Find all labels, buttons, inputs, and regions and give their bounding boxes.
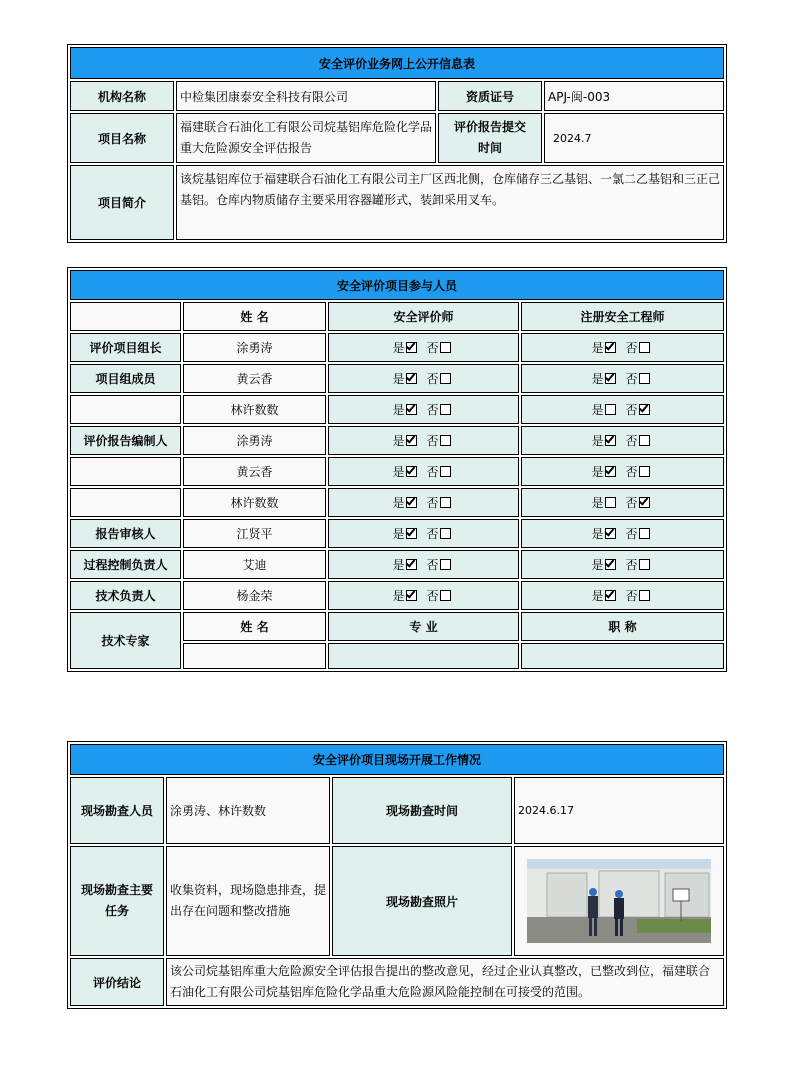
yes-label: 是 — [591, 496, 604, 510]
staff-role — [70, 457, 181, 486]
empty-box-icon — [639, 528, 650, 539]
engineer-checkbox — [521, 457, 724, 486]
staff-role: 评价项目组长 — [70, 333, 181, 362]
empty-box-icon — [440, 528, 451, 539]
empty-box-icon — [639, 559, 650, 570]
staff-role — [70, 488, 181, 517]
no-label: 否 — [426, 434, 439, 448]
checked-box-icon — [639, 404, 650, 415]
checked-box-icon — [406, 559, 417, 570]
empty-box-icon — [605, 497, 616, 508]
no-label: 否 — [426, 558, 439, 572]
engineer-checkbox — [521, 364, 724, 393]
survey-photo-label: 现场勘查照片 — [332, 846, 512, 956]
empty-box-icon — [440, 466, 451, 477]
evaluator-checkbox — [328, 333, 519, 362]
no-label: 否 — [426, 403, 439, 417]
staff-table — [67, 267, 727, 672]
conclusion-value: 该公司烷基铝库重大危险源安全评估报告提出的整改意见，经过企业认真整改，已整改到位，福建联合石油化工有限公司烷基铝库危险化学品重大危险源风险能控制在可接受的范围。 — [166, 958, 724, 1006]
survey-people-value: 涂勇涛、林许数数 — [166, 777, 330, 844]
expert-col-major: 专 业 — [328, 612, 519, 641]
expert-label: 技术专家 — [70, 612, 181, 669]
no-label: 否 — [625, 527, 638, 541]
staff-row — [70, 457, 724, 486]
no-label: 否 — [426, 465, 439, 479]
engineer-checkbox — [521, 581, 724, 610]
cert-label: 资质证号 — [438, 81, 542, 111]
no-label: 否 — [426, 496, 439, 510]
empty-box-icon — [440, 435, 451, 446]
conclusion-label: 评价结论 — [70, 958, 164, 1006]
empty-box-icon — [440, 590, 451, 601]
info-table — [67, 44, 727, 243]
yes-label: 是 — [392, 589, 405, 603]
empty-box-icon — [639, 590, 650, 601]
evaluator-checkbox — [328, 364, 519, 393]
yes-label: 是 — [591, 527, 604, 541]
checked-box-icon — [605, 590, 616, 601]
survey-task-label: 现场勘查主要任务 — [70, 846, 164, 956]
empty-box-icon — [639, 373, 650, 384]
intro-value: 该烷基铝库位于福建联合石油化工有限公司主厂区西北侧，仓库储存三乙基铝、一氯二乙基铝和三正己基铝。仓库内物质储存主要采用容器罐形式，装卸采用叉车。 — [176, 165, 724, 240]
checked-box-icon — [605, 342, 616, 353]
staff-row — [70, 364, 724, 393]
no-label: 否 — [625, 403, 638, 417]
no-label: 否 — [625, 496, 638, 510]
staff-name: 江贤平 — [183, 519, 326, 548]
no-label: 否 — [625, 341, 638, 355]
staff-name: 林许数数 — [183, 395, 326, 424]
survey-time-value: 2024.6.17 — [514, 777, 724, 844]
empty-box-icon — [440, 342, 451, 353]
survey-task-value: 收集资料，现场隐患排查，提出存在问题和整改措施 — [166, 846, 330, 956]
staff-role: 评价报告编制人 — [70, 426, 181, 455]
checked-box-icon — [406, 497, 417, 508]
checked-box-icon — [605, 559, 616, 570]
yes-label: 是 — [591, 372, 604, 386]
staff-row — [70, 519, 724, 548]
checked-box-icon — [406, 435, 417, 446]
staff-name: 黄云香 — [183, 364, 326, 393]
checked-box-icon — [406, 373, 417, 384]
empty-box-icon — [440, 373, 451, 384]
staff-role: 技术负责人 — [70, 581, 181, 610]
no-label: 否 — [625, 372, 638, 386]
engineer-checkbox — [521, 395, 724, 424]
evaluator-checkbox — [328, 395, 519, 424]
submit-time-label: 评价报告提交时间 — [438, 113, 542, 163]
info-table-title: 安全评价业务网上公开信息表 — [70, 47, 724, 79]
survey-people-label: 现场勘查人员 — [70, 777, 164, 844]
staff-name: 杨金荣 — [183, 581, 326, 610]
empty-box-icon — [605, 404, 616, 415]
col-evaluator-header: 安全评价师 — [328, 302, 519, 331]
checked-box-icon — [605, 528, 616, 539]
no-label: 否 — [625, 434, 638, 448]
checked-box-icon — [605, 466, 616, 477]
yes-label: 是 — [392, 558, 405, 572]
evaluator-checkbox — [328, 426, 519, 455]
site-table — [67, 741, 727, 1009]
staff-role: 项目组成员 — [70, 364, 181, 393]
yes-label: 是 — [591, 558, 604, 572]
engineer-checkbox — [521, 550, 724, 579]
engineer-checkbox — [521, 426, 724, 455]
evaluator-checkbox — [328, 581, 519, 610]
no-label: 否 — [426, 372, 439, 386]
staff-name: 黄云香 — [183, 457, 326, 486]
staff-name: 林许数数 — [183, 488, 326, 517]
checked-box-icon — [406, 466, 417, 477]
header-blank-cell — [70, 302, 181, 331]
staff-row — [70, 581, 724, 610]
staff-role: 过程控制负责人 — [70, 550, 181, 579]
yes-label: 是 — [591, 434, 604, 448]
expert-major-cell — [328, 643, 519, 669]
staff-row — [70, 395, 724, 424]
cert-value: APJ-闽-003 — [544, 81, 724, 111]
site-survey-photo — [527, 859, 711, 943]
col-name-header: 姓 名 — [183, 302, 326, 331]
project-label: 项目名称 — [70, 113, 174, 163]
staff-row — [70, 488, 724, 517]
survey-photo-cell — [514, 846, 724, 956]
yes-label: 是 — [591, 589, 604, 603]
engineer-checkbox — [521, 333, 724, 362]
no-label: 否 — [625, 558, 638, 572]
yes-label: 是 — [392, 496, 405, 510]
expert-col-title: 职 称 — [521, 612, 724, 641]
staff-row — [70, 333, 724, 362]
no-label: 否 — [625, 589, 638, 603]
staff-role — [70, 395, 181, 424]
checked-box-icon — [406, 342, 417, 353]
org-label: 机构名称 — [70, 81, 174, 111]
staff-row — [70, 426, 724, 455]
checked-box-icon — [406, 590, 417, 601]
no-label: 否 — [426, 341, 439, 355]
site-table-title: 安全评价项目现场开展工作情况 — [70, 744, 724, 775]
empty-box-icon — [639, 342, 650, 353]
checked-box-icon — [605, 435, 616, 446]
evaluator-checkbox — [328, 488, 519, 517]
yes-label: 是 — [392, 434, 405, 448]
intro-label: 项目简介 — [70, 165, 174, 240]
evaluator-checkbox — [328, 457, 519, 486]
staff-role: 报告审核人 — [70, 519, 181, 548]
checked-box-icon — [639, 497, 650, 508]
yes-label: 是 — [392, 527, 405, 541]
checked-box-icon — [406, 404, 417, 415]
empty-box-icon — [639, 435, 650, 446]
project-value: 福建联合石油化工有限公司烷基铝库危险化学品重大危险源安全评估报告 — [176, 113, 436, 163]
expert-title-cell — [521, 643, 724, 669]
col-engineer-header: 注册安全工程师 — [521, 302, 724, 331]
yes-label: 是 — [392, 403, 405, 417]
no-label: 否 — [625, 465, 638, 479]
org-value: 中检集团康泰安全科技有限公司 — [176, 81, 436, 111]
staff-row — [70, 550, 724, 579]
engineer-checkbox — [521, 519, 724, 548]
evaluator-checkbox — [328, 519, 519, 548]
yes-label: 是 — [591, 403, 604, 417]
survey-time-label: 现场勘查时间 — [332, 777, 512, 844]
engineer-checkbox — [521, 488, 724, 517]
no-label: 否 — [426, 589, 439, 603]
yes-label: 是 — [392, 465, 405, 479]
expert-col-name: 姓 名 — [183, 612, 326, 641]
evaluator-checkbox — [328, 550, 519, 579]
staff-name: 艾迪 — [183, 550, 326, 579]
yes-label: 是 — [591, 341, 604, 355]
empty-box-icon — [440, 404, 451, 415]
no-label: 否 — [426, 527, 439, 541]
staff-name: 涂勇涛 — [183, 426, 326, 455]
submit-time-value: 2024.7 — [544, 113, 724, 163]
yes-label: 是 — [392, 341, 405, 355]
yes-label: 是 — [591, 465, 604, 479]
checked-box-icon — [406, 528, 417, 539]
empty-box-icon — [440, 497, 451, 508]
checked-box-icon — [605, 373, 616, 384]
staff-table-title: 安全评价项目参与人员 — [70, 270, 724, 300]
yes-label: 是 — [392, 372, 405, 386]
empty-box-icon — [639, 466, 650, 477]
staff-name: 涂勇涛 — [183, 333, 326, 362]
empty-box-icon — [440, 559, 451, 570]
expert-name-cell — [183, 643, 326, 669]
